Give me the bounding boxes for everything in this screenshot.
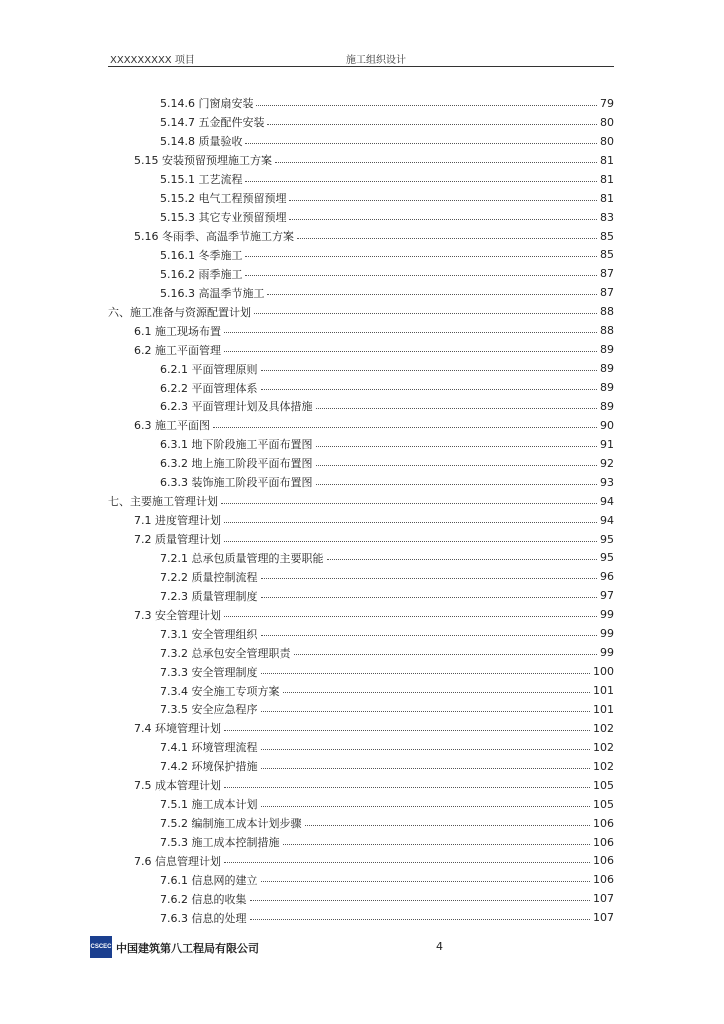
toc-entry-page: 85 — [600, 248, 614, 262]
toc-entry-title: 5.14.8 质量验收 — [160, 135, 243, 149]
toc-entry-page: 79 — [600, 96, 614, 110]
toc-entry-title: 六、施工准备与资源配置计划 — [108, 305, 251, 319]
toc-entry[interactable] — [108, 586, 614, 605]
toc-entry-page: 100 — [593, 665, 614, 679]
toc-entry-title: 6.1 施工现场布置 — [134, 324, 221, 338]
toc-entry-title: 7.5 成本管理计划 — [134, 779, 221, 793]
toc-entry-title: 7.3.4 安全施工专项方案 — [160, 684, 280, 698]
toc-entry-page: 106 — [593, 835, 614, 849]
toc-leader-dots — [224, 531, 597, 542]
toc-leader-dots — [261, 379, 598, 390]
toc-leader-dots — [316, 436, 598, 447]
toc-leader-dots — [316, 398, 598, 409]
toc-entry-title: 7.4 环境管理计划 — [134, 722, 221, 736]
toc-entry-title: 6.2.1 平面管理原则 — [160, 362, 258, 376]
toc-entry-page: 97 — [600, 589, 614, 603]
toc-leader-dots — [224, 720, 590, 731]
toc-leader-dots — [294, 644, 598, 655]
toc-entry-page: 92 — [600, 456, 614, 470]
toc-entry-page: 102 — [593, 740, 614, 754]
toc-leader-dots — [261, 739, 591, 750]
toc-entry-title: 6.3.3 装饰施工阶段平面布置图 — [160, 476, 313, 490]
toc-entry[interactable] — [108, 908, 614, 927]
page-number: 4 — [436, 940, 443, 953]
toc-entry[interactable] — [108, 738, 614, 757]
toc-entry-title: 5.15.1 工艺流程 — [160, 173, 243, 187]
toc-entry-page: 80 — [600, 115, 614, 129]
toc-entry-page: 106 — [593, 854, 614, 868]
toc-leader-dots — [250, 890, 591, 901]
toc-entry-page: 93 — [600, 475, 614, 489]
toc-entry[interactable] — [108, 473, 614, 492]
toc-entry-title: 7.3.5 安全应急程序 — [160, 703, 258, 717]
toc-leader-dots — [245, 246, 597, 257]
toc-entry[interactable] — [108, 170, 614, 189]
toc-entry[interactable] — [108, 511, 614, 530]
toc-entry-page: 99 — [600, 608, 614, 622]
toc-entry[interactable] — [108, 454, 614, 473]
toc-entry[interactable] — [108, 189, 614, 208]
toc-entry-page: 87 — [600, 286, 614, 300]
toc-entry-page: 106 — [593, 873, 614, 887]
toc-entry[interactable] — [108, 283, 614, 302]
toc-leader-dots — [327, 549, 598, 560]
toc-entry-title: 5.15.3 其它专业预留预埋 — [160, 211, 287, 225]
toc-entry-title: 5.14.7 五金配件安装 — [160, 116, 265, 130]
toc-entry-page: 105 — [593, 797, 614, 811]
toc-entry-page: 89 — [600, 399, 614, 413]
toc-entry[interactable] — [108, 321, 614, 340]
toc-leader-dots — [250, 909, 591, 920]
toc-entry-title: 7.6.1 信息网的建立 — [160, 873, 258, 887]
toc-entry-page: 88 — [600, 305, 614, 319]
toc-entry-page: 107 — [593, 892, 614, 906]
toc-leader-dots — [224, 322, 597, 333]
toc-leader-dots — [283, 834, 591, 845]
toc-leader-dots — [261, 625, 598, 636]
toc-entry[interactable] — [108, 833, 614, 852]
toc-entry-title: 6.3.2 地上施工阶段平面布置图 — [160, 457, 313, 471]
toc-leader-dots — [224, 512, 597, 523]
toc-entry-title: 5.16.1 冬季施工 — [160, 248, 243, 262]
toc-leader-dots — [316, 455, 598, 466]
toc-entry-page: 106 — [593, 816, 614, 830]
toc-leader-dots — [221, 493, 597, 504]
toc-entry-title: 七、主要施工管理计划 — [108, 495, 218, 509]
toc-entry-title: 6.2.3 平面管理计划及具体措施 — [160, 400, 313, 414]
toc-entry-title: 5.16.3 高温季节施工 — [160, 286, 265, 300]
toc-entry[interactable] — [108, 624, 614, 643]
toc-entry-title: 7.3.3 安全管理制度 — [160, 665, 258, 679]
toc-entry[interactable] — [108, 113, 614, 132]
header-doc-title: 施工组织设计 — [346, 55, 406, 66]
toc-entry-title: 7.4.1 环境管理流程 — [160, 741, 258, 755]
toc-entry-page: 85 — [600, 229, 614, 243]
toc-entry-title: 7.6 信息管理计划 — [134, 854, 221, 868]
toc-leader-dots — [275, 152, 597, 163]
toc-entry[interactable] — [108, 889, 614, 908]
toc-entry-page: 95 — [600, 532, 614, 546]
toc-entry-page: 81 — [600, 172, 614, 186]
toc-leader-dots — [261, 663, 591, 674]
toc-leader-dots — [261, 796, 591, 807]
toc-leader-dots — [224, 341, 597, 352]
toc-leader-dots — [261, 701, 591, 712]
toc-entry[interactable] — [108, 567, 614, 586]
toc-entry[interactable] — [108, 302, 614, 321]
toc-leader-dots — [289, 190, 597, 201]
toc-leader-dots — [261, 587, 598, 598]
toc-entry[interactable] — [108, 264, 614, 283]
toc-entry[interactable] — [108, 852, 614, 871]
toc-leader-dots — [267, 114, 597, 125]
toc-leader-dots — [256, 95, 597, 106]
toc-entry[interactable] — [108, 94, 614, 113]
toc-entry[interactable] — [108, 435, 614, 454]
toc-entry[interactable] — [108, 814, 614, 833]
toc-leader-dots — [261, 360, 598, 371]
toc-entry[interactable] — [108, 776, 614, 795]
toc-entry-title: 7.5.3 施工成本控制措施 — [160, 836, 280, 850]
toc-entry-title: 5.15 安装预留预埋施工方案 — [134, 154, 272, 168]
toc-entry[interactable] — [108, 246, 614, 265]
toc-leader-dots — [261, 758, 591, 769]
toc-entry[interactable] — [108, 795, 614, 814]
toc-entry-page: 83 — [600, 210, 614, 224]
toc-leader-dots — [305, 815, 591, 826]
toc-entry-title: 7.6.2 信息的收集 — [160, 892, 247, 906]
toc-entry-title: 7.6.3 信息的处理 — [160, 911, 247, 925]
toc-entry-page: 87 — [600, 267, 614, 281]
toc-entry[interactable] — [108, 681, 614, 700]
toc-entry[interactable] — [108, 416, 614, 435]
toc-entry-page: 89 — [600, 381, 614, 395]
toc-entry[interactable] — [108, 378, 614, 397]
toc-entry[interactable] — [108, 227, 614, 246]
toc-leader-dots — [261, 568, 598, 579]
toc-entry-page: 81 — [600, 153, 614, 167]
toc-entry-page: 105 — [593, 778, 614, 792]
toc-leader-dots — [245, 133, 597, 144]
toc-entry-page: 102 — [593, 721, 614, 735]
toc-entry-page: 102 — [593, 759, 614, 773]
toc-entry-page: 80 — [600, 134, 614, 148]
toc-leader-dots — [224, 777, 590, 788]
toc-entry[interactable] — [108, 757, 614, 776]
toc-entry-page: 88 — [600, 324, 614, 338]
toc-entry[interactable] — [108, 549, 614, 568]
toc-entry[interactable] — [108, 700, 614, 719]
toc-entry-page: 81 — [600, 191, 614, 205]
toc-entry-title: 5.16.2 雨季施工 — [160, 267, 243, 281]
toc-entry-page: 91 — [600, 437, 614, 451]
footer-company: 中国建筑第八工程局有限公司 — [116, 942, 259, 955]
toc-entry-title: 7.4.2 环境保护措施 — [160, 760, 258, 774]
toc-entry[interactable] — [108, 151, 614, 170]
toc-entry-title: 5.14.6 门窗扇安装 — [160, 97, 254, 111]
toc-entry-title: 6.3.1 地下阶段施工平面布置图 — [160, 438, 313, 452]
page-header — [108, 50, 614, 67]
toc-entry-title: 7.2.1 总承包质量管理的主要职能 — [160, 551, 324, 565]
toc-entry-page: 99 — [600, 627, 614, 641]
toc-entry-title: 5.15.2 电气工程预留预埋 — [160, 192, 287, 206]
toc-entry-title: 6.2 施工平面管理 — [134, 343, 221, 357]
toc-entry-title: 7.1 进度管理计划 — [134, 514, 221, 528]
toc-entry-page: 94 — [600, 494, 614, 508]
toc-entry[interactable] — [108, 397, 614, 416]
toc-entry-title: 7.3.2 总承包安全管理职责 — [160, 646, 291, 660]
toc-entry[interactable] — [108, 208, 614, 227]
toc-entry-page: 90 — [600, 418, 614, 432]
toc-leader-dots — [267, 284, 597, 295]
toc-entry-title: 5.16 冬雨季、高温季节施工方案 — [134, 230, 294, 244]
toc-leader-dots — [283, 682, 591, 693]
toc-entry-title: 7.3.1 安全管理组织 — [160, 627, 258, 641]
toc-entry-title: 6.3 施工平面图 — [134, 419, 210, 433]
toc-entry-page: 107 — [593, 911, 614, 925]
toc-leader-dots — [316, 474, 598, 485]
toc-entry-page: 94 — [600, 513, 614, 527]
toc-leader-dots — [289, 209, 597, 220]
toc-entry[interactable] — [108, 492, 614, 511]
toc-entry[interactable] — [108, 359, 614, 378]
toc-leader-dots — [254, 303, 597, 314]
toc-entry[interactable] — [108, 662, 614, 681]
toc-leader-dots — [213, 417, 597, 428]
toc-leader-dots — [297, 228, 597, 239]
toc-entry-title: 7.2.2 质量控制流程 — [160, 570, 258, 584]
toc-entry[interactable] — [108, 719, 614, 738]
toc-entry[interactable] — [108, 870, 614, 889]
toc-entry-page: 89 — [600, 362, 614, 376]
table-of-contents — [108, 94, 614, 927]
toc-entry-title: 6.2.2 平面管理体系 — [160, 381, 258, 395]
toc-entry-page: 95 — [600, 551, 614, 565]
toc-entry-page: 96 — [600, 570, 614, 584]
toc-leader-dots — [224, 606, 597, 617]
toc-entry[interactable] — [108, 132, 614, 151]
company-logo-icon: CSCEC — [90, 936, 112, 958]
toc-entry-page: 99 — [600, 646, 614, 660]
toc-entry[interactable] — [108, 530, 614, 549]
page-footer — [88, 936, 618, 958]
toc-entry[interactable] — [108, 340, 614, 359]
toc-entry[interactable] — [108, 605, 614, 624]
toc-leader-dots — [261, 871, 591, 882]
toc-leader-dots — [245, 171, 597, 182]
toc-entry[interactable] — [108, 643, 614, 662]
toc-entry-title: 7.5.1 施工成本计划 — [160, 798, 258, 812]
toc-leader-dots — [224, 852, 590, 863]
toc-entry-page: 101 — [593, 702, 614, 716]
toc-entry-title: 7.3 安全管理计划 — [134, 608, 221, 622]
toc-entry-page: 101 — [593, 684, 614, 698]
toc-entry-title: 7.5.2 编制施工成本计划步骤 — [160, 817, 302, 831]
toc-entry-page: 89 — [600, 343, 614, 357]
toc-entry-title: 7.2.3 质量管理制度 — [160, 589, 258, 603]
toc-entry-title: 7.2 质量管理计划 — [134, 533, 221, 547]
header-project: XXXXXXXXX 项目 — [110, 55, 195, 66]
toc-leader-dots — [245, 265, 597, 276]
